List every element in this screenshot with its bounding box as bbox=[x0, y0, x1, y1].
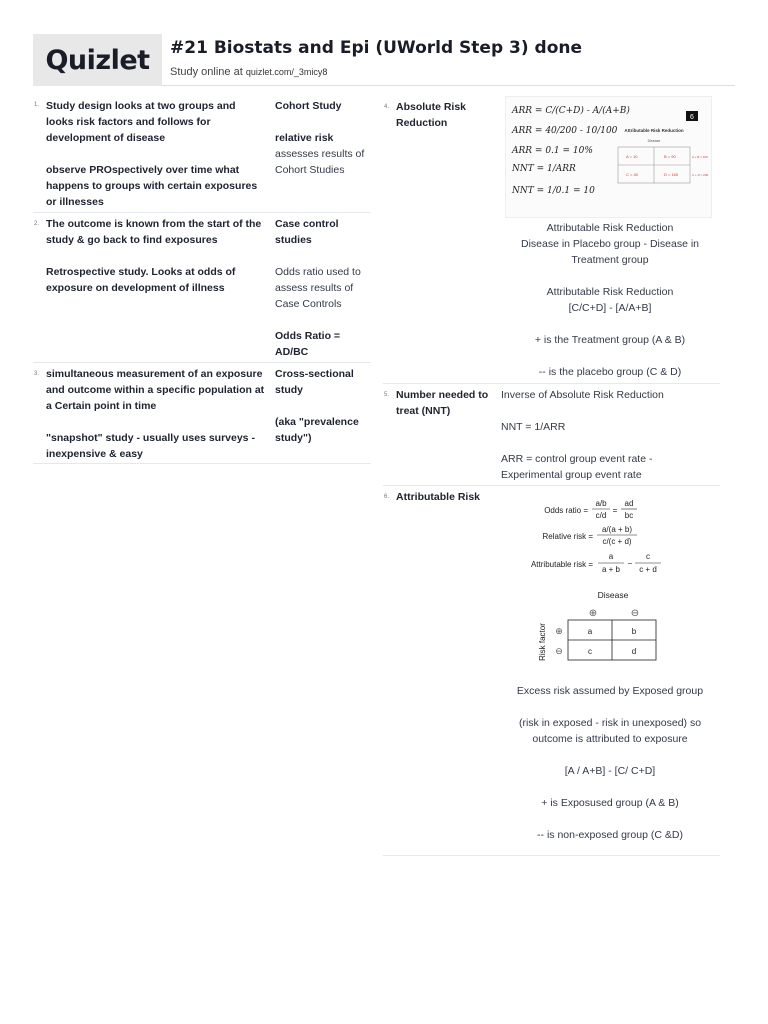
def-line: -- is the placebo group (C & D) bbox=[538, 366, 682, 378]
mini-row-note: C + D = 200 bbox=[692, 173, 709, 177]
def-title: Cross-sectional study bbox=[275, 368, 354, 396]
svg-text:=: = bbox=[612, 506, 618, 515]
right-column bbox=[383, 96, 720, 856]
hand-line: ARR = C/(C+D) - A/(A+B) bbox=[512, 106, 630, 116]
card-term: Number needed to treat (NNT) bbox=[396, 389, 489, 417]
hand-line: ARR = 40/200 - 10/100 bbox=[512, 126, 618, 136]
quizlet-logo[interactable] bbox=[33, 34, 162, 86]
card-number: 1. bbox=[34, 102, 40, 108]
def-bold: Odds Ratio = AD/BC bbox=[275, 330, 341, 358]
frac-num: a/(a + b) bbox=[601, 525, 633, 534]
mini-row-note: A + B = 100 bbox=[692, 155, 708, 159]
def-text: (aka "prevalence study") bbox=[275, 416, 359, 444]
risk-formulas-drawing bbox=[505, 492, 712, 672]
frac-num: a bbox=[608, 552, 614, 561]
card-3 bbox=[33, 363, 371, 464]
def-text: Odds ratio used to assess results of Case Controls bbox=[275, 266, 361, 310]
term-line: The outcome is known from the start of the study & go back to find exposures bbox=[46, 218, 262, 246]
card-definition bbox=[275, 98, 371, 178]
arr-notes-drawing bbox=[506, 97, 712, 218]
term-line: observe PROspectively over time what happens to groups with certain exposures or illnesses bbox=[46, 164, 258, 208]
hand-line: ARR = 0.1 = 10% bbox=[512, 146, 593, 156]
def-line: NNT = 1/ARR bbox=[501, 421, 566, 433]
card-number: 3. bbox=[34, 371, 40, 377]
table-cell: d bbox=[631, 647, 637, 656]
frac-den: a + b bbox=[601, 565, 621, 574]
frac-den: c + d bbox=[639, 565, 657, 574]
card-number: 4. bbox=[384, 104, 390, 110]
def-line: -- is non-exposed group (C &D) bbox=[537, 829, 683, 841]
risk-factor-label: Risk factor bbox=[538, 623, 547, 661]
mini-table-sub: Disease bbox=[647, 139, 661, 143]
card-definition bbox=[275, 366, 371, 446]
term-line: "snapshot" study - usually uses surveys - inexpensive & easy bbox=[46, 432, 255, 460]
def-line: Attributable Risk Reduction bbox=[546, 286, 674, 298]
card-number: 6. bbox=[384, 494, 390, 500]
page-header bbox=[33, 34, 735, 86]
card-6 bbox=[383, 486, 720, 856]
term-line: simultaneous measurement of an exposure and outcome within a specific population at a Certain point in time bbox=[46, 368, 265, 412]
card-term bbox=[46, 216, 264, 296]
frac-den: c/d bbox=[595, 511, 607, 520]
left-column bbox=[33, 96, 371, 464]
mini-table-title: Attributable Risk Reduction bbox=[624, 128, 684, 133]
card-term bbox=[46, 98, 264, 210]
logo-text: Quizlet bbox=[45, 44, 150, 76]
def-line: Excess risk assumed by Exposed group bbox=[516, 685, 704, 697]
arr-handwritten-image bbox=[505, 96, 712, 218]
risk-formulas-image bbox=[505, 492, 712, 672]
term-line: Retrospective study. Looks at odds of exposure on development of illness bbox=[46, 266, 236, 294]
def-line: [A / A+B] - [C/ C+D] bbox=[564, 765, 656, 777]
frac-num: ad bbox=[624, 499, 634, 508]
def-bold: relative risk bbox=[275, 132, 334, 144]
def-line: Attributable Risk Reduction bbox=[546, 222, 674, 234]
hand-line: NNT = 1/0.1 = 10 bbox=[512, 186, 595, 196]
frac-den: c/(c + d) bbox=[602, 537, 632, 546]
card-definition bbox=[275, 216, 371, 360]
term-line: Study design looks at two groups and looks risk factors and follows for development of disease bbox=[46, 100, 236, 144]
def-line: + is Exposused group (A & B) bbox=[541, 797, 679, 809]
def-line: (risk in exposed - risk in unexposed) so outcome is attributed to exposure bbox=[518, 717, 702, 745]
study-url-link[interactable]: quizlet.com/_3micy8 bbox=[245, 67, 328, 77]
odds-label: Odds ratio = bbox=[544, 506, 588, 515]
mini-cell: A = 10 bbox=[626, 154, 638, 159]
card-term bbox=[46, 366, 271, 462]
minus-icon: ⊖ bbox=[630, 608, 640, 619]
plus-icon: ⊕ bbox=[555, 626, 563, 636]
frac-den: bc bbox=[624, 511, 634, 520]
plus-icon: ⊕ bbox=[588, 608, 598, 619]
def-line: Disease in Placebo group - Disease in Treatment group bbox=[520, 238, 699, 266]
page-title: #21 Biostats and Epi (UWorld Step 3) done bbox=[170, 38, 583, 58]
card-term: Attributable Risk bbox=[396, 491, 481, 503]
def-line: + is the Treatment group (A & B) bbox=[534, 334, 686, 346]
def-line: Inverse of Absolute Risk Reduction bbox=[501, 389, 664, 401]
card-2 bbox=[33, 213, 371, 363]
def-text: assesses results of Cohort Studies bbox=[275, 148, 365, 176]
card-number: 5. bbox=[384, 392, 390, 398]
table-cell: c bbox=[588, 647, 592, 656]
mini-cell: B = 90 bbox=[664, 154, 676, 159]
disease-label: Disease bbox=[597, 590, 629, 600]
def-title: Cohort Study bbox=[275, 100, 342, 112]
frac-num: c bbox=[646, 552, 650, 561]
subtitle-prefix: Study online at bbox=[170, 66, 246, 78]
rr-label: Relative risk = bbox=[542, 532, 593, 541]
card-4 bbox=[383, 96, 720, 384]
card-5 bbox=[383, 384, 720, 486]
def-line: ARR = control group event rate - Experimental group event rate bbox=[501, 453, 653, 481]
card-number: 2. bbox=[34, 221, 40, 227]
svg-text:−: − bbox=[627, 559, 633, 568]
card-definition bbox=[500, 220, 720, 380]
page-subtitle bbox=[170, 66, 327, 78]
ar-label: Attributable risk = bbox=[530, 560, 593, 569]
mini-cell: C = 40 bbox=[626, 172, 638, 177]
minus-icon: ⊖ bbox=[555, 646, 563, 656]
table-cell: b bbox=[631, 627, 637, 636]
table-cell: a bbox=[587, 627, 593, 636]
frac-num: a/b bbox=[595, 499, 607, 508]
def-line: [C/C+D] - [A/A+B] bbox=[568, 302, 652, 314]
def-title: Case control studies bbox=[275, 218, 339, 246]
card-term: Absolute Risk Reduction bbox=[396, 101, 467, 129]
card-1 bbox=[33, 96, 371, 213]
badge-text: 6 bbox=[690, 114, 694, 121]
card-definition bbox=[501, 387, 701, 483]
card-definition bbox=[500, 683, 720, 843]
hand-line: NNT = 1/ARR bbox=[512, 164, 576, 174]
mini-cell: D = 160 bbox=[664, 172, 679, 177]
